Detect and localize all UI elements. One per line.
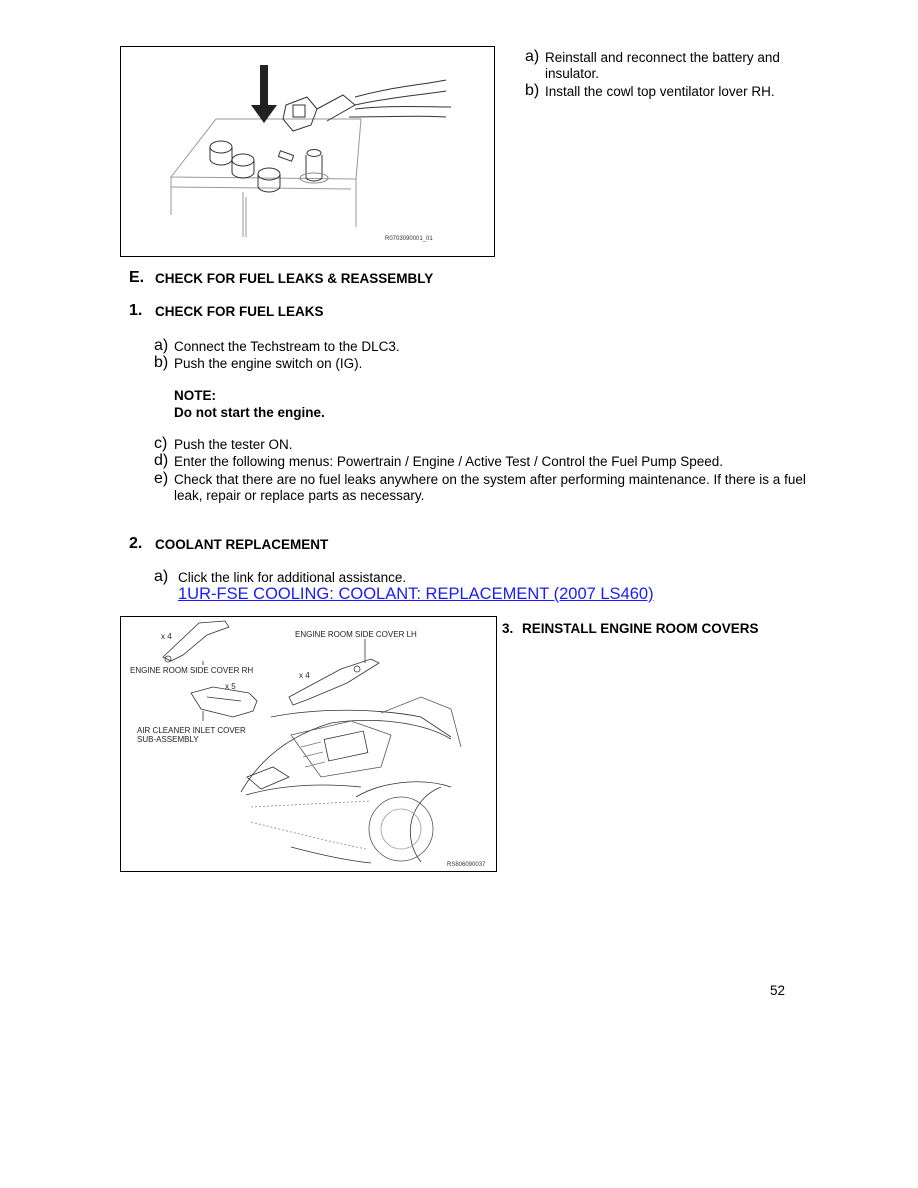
side-cover-lh-label: ENGINE ROOM SIDE COVER LH	[295, 630, 417, 639]
list-text: Enter the following menus: Powertrain / Engine / Active Test / Control the Fuel Pump Speed.	[174, 454, 724, 469]
covers-figure-id: RS806090037	[447, 862, 486, 868]
list-text: Reinstall and reconnect the battery and	[545, 50, 780, 65]
list-letter: d)	[154, 452, 169, 469]
list-letter: e)	[154, 470, 169, 487]
note-text: Do not start the engine.	[174, 405, 325, 420]
air-cleaner-label-line1: AIR CLEANER INLET COVER	[137, 726, 246, 735]
note-label: NOTE:	[174, 388, 216, 403]
list-letter: b)	[154, 354, 169, 371]
air-cleaner-label-line2: SUB-ASSEMBLY	[137, 735, 199, 744]
section-letter: E.	[129, 269, 145, 286]
page-number: 52	[770, 983, 786, 998]
step-number: 3.	[502, 621, 514, 636]
engine-covers-figure	[120, 616, 497, 872]
list-text: Check that there are no fuel leaks anywhere on the system after performing maintenance. If there is a fuel	[174, 472, 806, 487]
list-text: Install the cowl top ventilator lover RH.	[545, 84, 775, 99]
list-text-continued: insulator.	[545, 66, 600, 81]
side-cover-rh-label: ENGINE ROOM SIDE COVER RH	[130, 666, 254, 675]
coolant-replacement-link[interactable]: 1UR-FSE COOLING: COOLANT: REPLACEMENT (2007 LS460)	[178, 585, 654, 603]
qty-rh-label: x 4	[161, 632, 172, 641]
list-text: Click the link for additional assistance.	[178, 570, 407, 585]
engine-room-covers-illustration	[121, 617, 496, 871]
battery-terminal-illustration	[121, 47, 494, 256]
list-text: Push the engine switch on (IG).	[174, 356, 363, 371]
step-title: COOLANT REPLACEMENT	[155, 537, 329, 552]
step-number: 1.	[129, 302, 143, 319]
list-letter: a)	[154, 337, 169, 354]
list-text: Push the tester ON.	[174, 437, 293, 452]
list-text: Connect the Techstream to the DLC3.	[174, 339, 400, 354]
step-title: REINSTALL ENGINE ROOM COVERS	[522, 621, 759, 636]
list-letter: b)	[525, 82, 540, 99]
step-title: CHECK FOR FUEL LEAKS	[155, 304, 324, 319]
battery-figure-id: R0703090001_01	[385, 236, 433, 242]
list-text-continued: leak, repair or replace parts as necessary.	[174, 488, 425, 503]
qty-lh-label: x 4	[299, 671, 310, 680]
step-number: 2.	[129, 535, 143, 552]
section-title: CHECK FOR FUEL LEAKS & REASSEMBLY	[155, 271, 434, 286]
list-letter: a)	[154, 568, 169, 585]
list-letter: c)	[154, 435, 168, 452]
battery-figure	[120, 46, 495, 257]
qty-air-label: x 5	[225, 682, 236, 691]
list-letter: a)	[525, 48, 540, 65]
